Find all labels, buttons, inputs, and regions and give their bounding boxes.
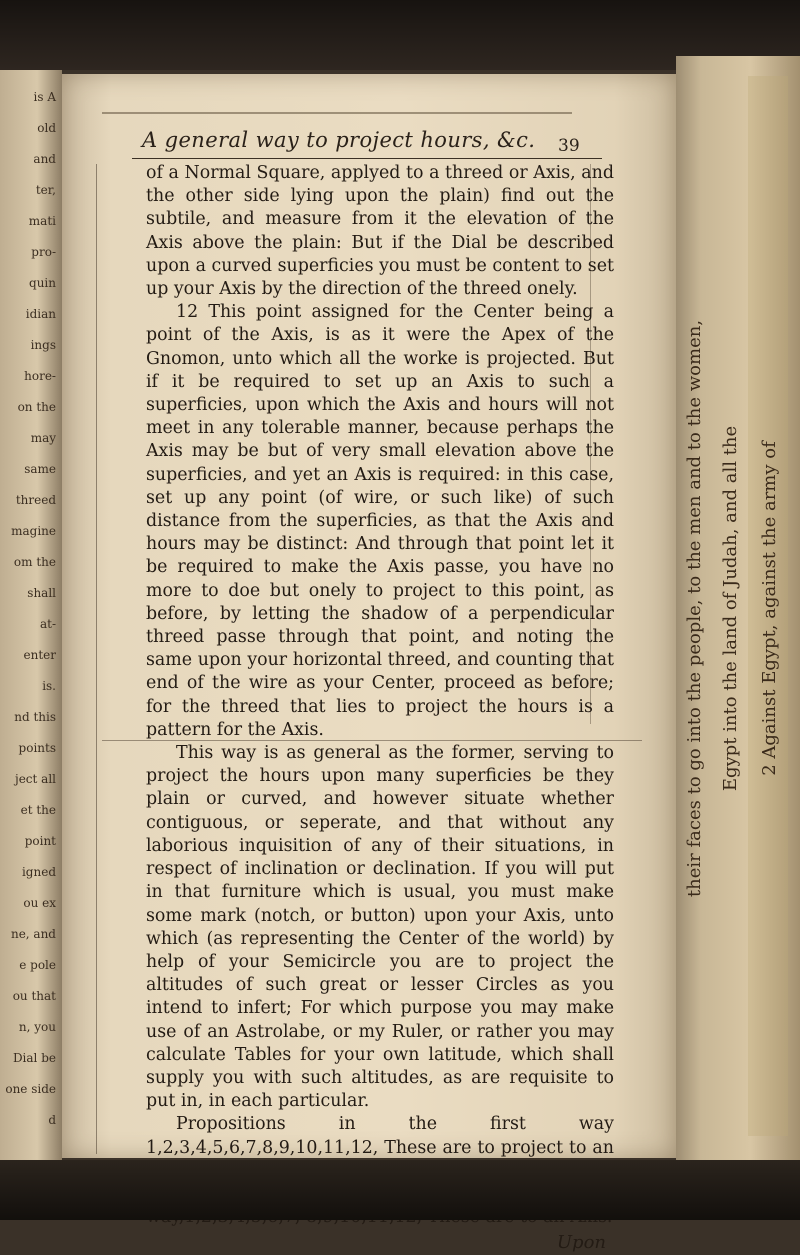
left-page-fragment: ings: [30, 338, 56, 352]
left-page-fragment: ou ex: [23, 896, 56, 910]
left-page-fragment: enter: [23, 648, 56, 662]
running-head: A general way to project hours, &c.: [142, 128, 536, 152]
left-page-fragment: ou that: [12, 989, 56, 1003]
body-text: [146, 162, 614, 1255]
bottom-rule: [102, 740, 642, 741]
left-page-fragment: points: [18, 741, 56, 755]
left-page-fragment: quin: [29, 276, 56, 290]
left-page-fragment: ject all: [14, 772, 56, 786]
right-page-strip: [676, 56, 800, 1160]
right-page-line-2: Egypt into the land of Judah, and all the: [720, 425, 742, 791]
left-page-fragment: nd this: [14, 710, 56, 724]
page-number: 39: [558, 136, 580, 156]
left-page-fragment: one side: [5, 1082, 56, 1096]
paragraph-3: This way is as general as the former, serving to project the hours upon many superficies be they plain or curved, and however situate whether contiguous, or seperate, and that without any laborious inquisition of any of their situations, in respect of inclination or declination. If you will put in that furniture which is usual, you must make some mark (notch, or button) upon your Axis, unto which (as representing the Center of the world) by help of your Semicircle you are to project the altitudes of such great or lesser Circles as you intend to infert; For which purpose you may make use of an Astrolabe, or my Ruler, or rather you may calculate Tables for your own latitude, which shall supply you with such altitudes, as are requisite to put in, in each particular.: [146, 743, 614, 1112]
left-page-fragment: mati: [28, 214, 56, 228]
right-page-line-3: 2 Against Egypt, against the army of: [758, 440, 780, 776]
left-page-fragment: n, you: [18, 1020, 56, 1034]
head-rule: [132, 158, 602, 159]
left-page-fragment: e pole: [19, 958, 56, 972]
left-page-fragment: threed: [15, 493, 56, 507]
left-page-fragment: shall: [27, 586, 56, 600]
left-margin-rule: [96, 164, 97, 1154]
left-page-fragment: on the: [17, 400, 56, 414]
left-page-fragment: and: [33, 152, 56, 166]
book-page: [62, 74, 676, 1254]
left-page-fragment: Dial be: [12, 1051, 56, 1065]
left-page-fragment: ter,: [35, 183, 56, 197]
left-page-fragment: d: [48, 1113, 56, 1127]
paragraph-2: 12 This point assigned for the Center being a point of the Axis, is as it were the Apex of the Gnomon, unto which all the worke is projected. But if it be required to set up an Axis to such a superficies, upon which the Axis and hours will not meet in any tolerable manner, because perhaps the Axis may be but of very small elevation above the superficies, and yet an Axis is required: in this case, set up any point (of wire, or such like) of such distance from the superficies, as that the Axis and hours may be distinct: And through that point let it be required to make the Axis passe, you have no more to doe but onely to project to this point, as before, by letting the shadow of a perpendicular threed passe through that point, and noting the same upon your horizontal threed, and counting that end of the wire as your Center, proceed as before; for the threed that lies to project the hours is a pattern for the Axis.: [146, 302, 614, 740]
left-page-fragment: igned: [21, 865, 56, 879]
left-page-fragment: at-: [39, 617, 56, 631]
paragraph-4: Propositions in the first way 1,2,3,4,5,6,7,8,9,10,11,12, These are to project to an: [146, 1114, 614, 1158]
left-page-fragment: old: [37, 121, 56, 135]
left-page-fragment: same: [24, 462, 56, 476]
left-page-fragment: is.: [42, 679, 56, 693]
left-page-fragment: pro-: [31, 245, 56, 259]
left-page-fragment: point: [24, 834, 56, 848]
left-page-fragment: idian: [25, 307, 56, 321]
left-page-fragment: ne, and: [10, 927, 56, 941]
catchword: Upon: [556, 1232, 606, 1254]
left-page-fragment: om the: [13, 555, 56, 569]
left-page-fragment: hore-: [24, 369, 56, 383]
left-page-fragment: is A: [33, 90, 56, 104]
left-page-strip: [0, 70, 62, 1160]
left-page-fragment: et the: [20, 803, 56, 817]
left-page-fragment: may: [30, 431, 56, 445]
left-page-fragment: magine: [11, 524, 56, 538]
top-rule: [102, 112, 572, 114]
paragraph-1: of a Normal Square, applyed to a threed or Axis, and the other side lying upon the plain) find out the subtile, and measure from it the elevation of the Axis above the plain: But if the Dial be described upon a curved superficies you must be content to set up your Axis by the direction of the threed onely.: [146, 163, 614, 300]
right-page-line-1: their faces to go into the people, to the men and to the women,: [684, 319, 706, 897]
photo-bottom-shadow: [0, 1160, 800, 1220]
